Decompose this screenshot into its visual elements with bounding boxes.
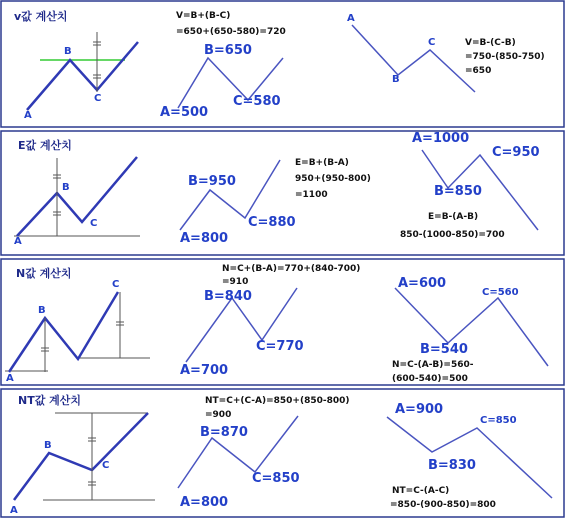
v-example1-c-label: C=580 (233, 94, 281, 109)
nt-schematic-a-label: A (10, 505, 18, 516)
n-example1-formula-line2: =910 (222, 277, 249, 287)
n-example2-b-label: B=540 (420, 342, 468, 357)
panel-frame-nt (1, 389, 564, 517)
e-example2-formula-line2: 850-(1000-850)=700 (400, 230, 505, 240)
n-example1-b-label: B=840 (204, 289, 252, 304)
e-schematic-c-label: C (90, 218, 98, 229)
panel-title-v: v값 계산치 (14, 10, 68, 23)
nt-example1-b-label: B=870 (200, 425, 248, 440)
v-example2-formula-line1: V=B-(C-B) (465, 38, 516, 48)
e-schematic (14, 157, 140, 236)
nt-example2-c-label: C=850 (480, 415, 517, 426)
e-example1-c-label: C=880 (248, 215, 296, 230)
nt-example1-formula-line1: NT=C+(C-A)=850+(850-800) (205, 396, 350, 406)
e-example2-a-label: A=1000 (412, 131, 470, 146)
n-example1-a-label: A=700 (180, 363, 229, 378)
v-example2-formula-line3: =650 (465, 66, 492, 76)
nt-example2-b-label: B=830 (428, 458, 476, 473)
v-schematic-a-label: A (24, 110, 32, 121)
n-example2-wave (395, 288, 548, 366)
n-example2-formula-line2: (600-540)=500 (392, 374, 468, 384)
n-example1-formula-line1: N=C+(B-A)=770+(840-700) (222, 264, 361, 274)
v-schematic-b-label: B (64, 46, 72, 57)
v-example2-a-label: A (347, 13, 355, 24)
e-example1-formula-line3: =1100 (295, 190, 328, 200)
nt-schematic (14, 413, 155, 500)
e-example1-a-label: A=800 (180, 231, 229, 246)
v-example1-formula-line1: V=B+(B-C) (176, 11, 231, 21)
nt-example1-formula-line2: =900 (205, 410, 232, 420)
n-schematic-a-label: A (6, 373, 14, 384)
nt-example2-formula-line2: =850-(900-850)=800 (390, 500, 496, 510)
v-example2-wave (352, 25, 475, 92)
panel-title-e: E값 계산치 (18, 139, 72, 152)
panel-title-n: N값 계산치 (16, 267, 72, 280)
e-example1-b-label: B=950 (188, 174, 236, 189)
panel-frame-n (1, 259, 564, 385)
nt-schematic-b-label: B (44, 440, 52, 451)
n-schematic-c-label: C (112, 279, 120, 290)
e-schematic-a-label: A (14, 236, 22, 247)
e-example1-formula-line2: 950+(950-800) (295, 174, 371, 184)
n-wave-line (9, 292, 118, 372)
nt-schematic-c-label: C (102, 460, 110, 471)
n-example1-c-label: C=770 (256, 339, 304, 354)
nt-example2-a-label: A=900 (395, 402, 444, 417)
nt-wave-line (14, 413, 148, 500)
e-example2-formula-line1: E=B-(A-B) (428, 212, 479, 222)
v-example1-a-label: A=500 (160, 105, 209, 120)
v-schematic (27, 32, 138, 110)
panel-title-nt: NT값 계산치 (18, 394, 82, 407)
v-example1-b-label: B=650 (204, 43, 252, 58)
v-example1-formula-line2: =650+(650-580)=720 (176, 27, 286, 37)
e-example2-b-label: B=850 (434, 184, 482, 199)
panel-frame-v (1, 1, 564, 127)
e-example2-c-label: C=950 (492, 145, 540, 160)
n-schematic (5, 292, 150, 372)
n-example2-a-label: A=600 (398, 276, 447, 291)
v-example2-formula-line2: =750-(850-750) (465, 52, 545, 62)
v-example2-c-label: C (428, 37, 436, 48)
nt-example2-formula-line1: NT=C-(A-C) (392, 486, 450, 496)
nt-example1-a-label: A=800 (180, 495, 229, 510)
n-example2-formula-line1: N=C-(A-B)=560- (392, 360, 474, 370)
e-schematic-b-label: B (62, 182, 70, 193)
v-example2-b-label: B (392, 74, 400, 85)
n-schematic-b-label: B (38, 305, 46, 316)
e-example1-formula-line1: E=B+(B-A) (295, 158, 349, 168)
n-example2-c-label: C=560 (482, 287, 519, 298)
e-wave-line (17, 157, 137, 236)
v-wave-line (27, 42, 138, 110)
nt-example1-c-label: C=850 (252, 471, 300, 486)
v-schematic-c-label: C (94, 93, 102, 104)
